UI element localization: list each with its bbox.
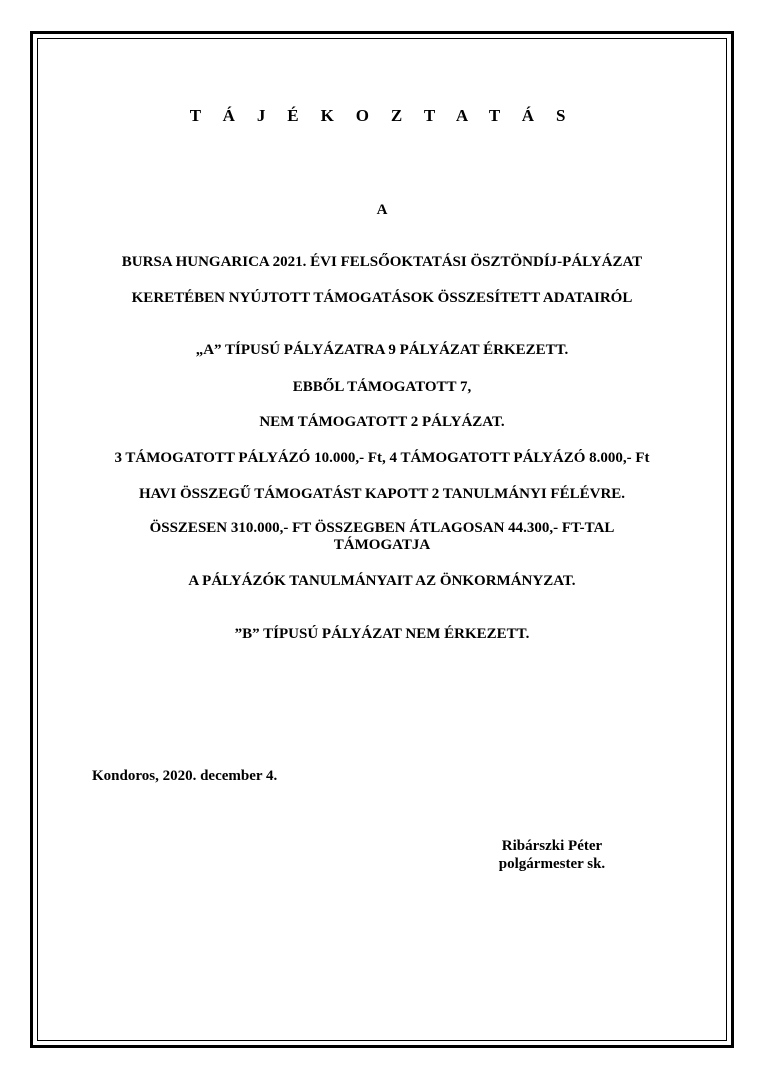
body-line: TÁMOGATJA	[333, 537, 431, 553]
signatory-name: Ribárszki Péter	[501, 838, 603, 854]
heading-line-1: BURSA HUNGARICA 2021. ÉVI FELSŐOKTATÁSI ÖSZTÖNDÍJ-PÁLYÁZAT	[121, 254, 643, 270]
place-date: Kondoros, 2020. december 4.	[92, 768, 278, 784]
body-line: „A” TÍPUSÚ PÁLYÁZATRA 9 PÁLYÁZAT ÉRKEZETT.	[195, 342, 569, 358]
signature-block	[482, 837, 622, 873]
body-line: ”B” TÍPUSÚ PÁLYÁZAT NEM ÉRKEZETT.	[234, 626, 530, 642]
document-title: T Á J É K O Z T A T Á S	[189, 106, 575, 125]
body-line: HAVI ÖSSZEGŰ TÁMOGATÁST KAPOTT 2 TANULMÁNYI FÉLÉVRE.	[138, 486, 626, 502]
body-line: 3 TÁMOGATOTT PÁLYÁZÓ 10.000,- Ft, 4 TÁMOGATOTT PÁLYÁZÓ 8.000,- Ft	[114, 450, 650, 466]
signatory-role: polgármester sk.	[498, 856, 606, 872]
body-line: ÖSSZESEN 310.000,- FT ÖSSZEGBEN ÁTLAGOSAN 44.300,- FT-TAL	[149, 520, 615, 536]
heading-line-2: KERETÉBEN NYÚJTOTT TÁMOGATÁSOK ÖSSZESÍTETT ADATAIRÓL	[131, 290, 633, 306]
subtitle-a: A	[376, 202, 388, 218]
body-line: A PÁLYÁZÓK TANULMÁNYAIT AZ ÖNKORMÁNYZAT.	[188, 573, 576, 589]
body-line: NEM TÁMOGATOTT 2 PÁLYÁZAT.	[259, 414, 505, 430]
body-line: EBBŐL TÁMOGATOTT 7,	[292, 379, 472, 395]
